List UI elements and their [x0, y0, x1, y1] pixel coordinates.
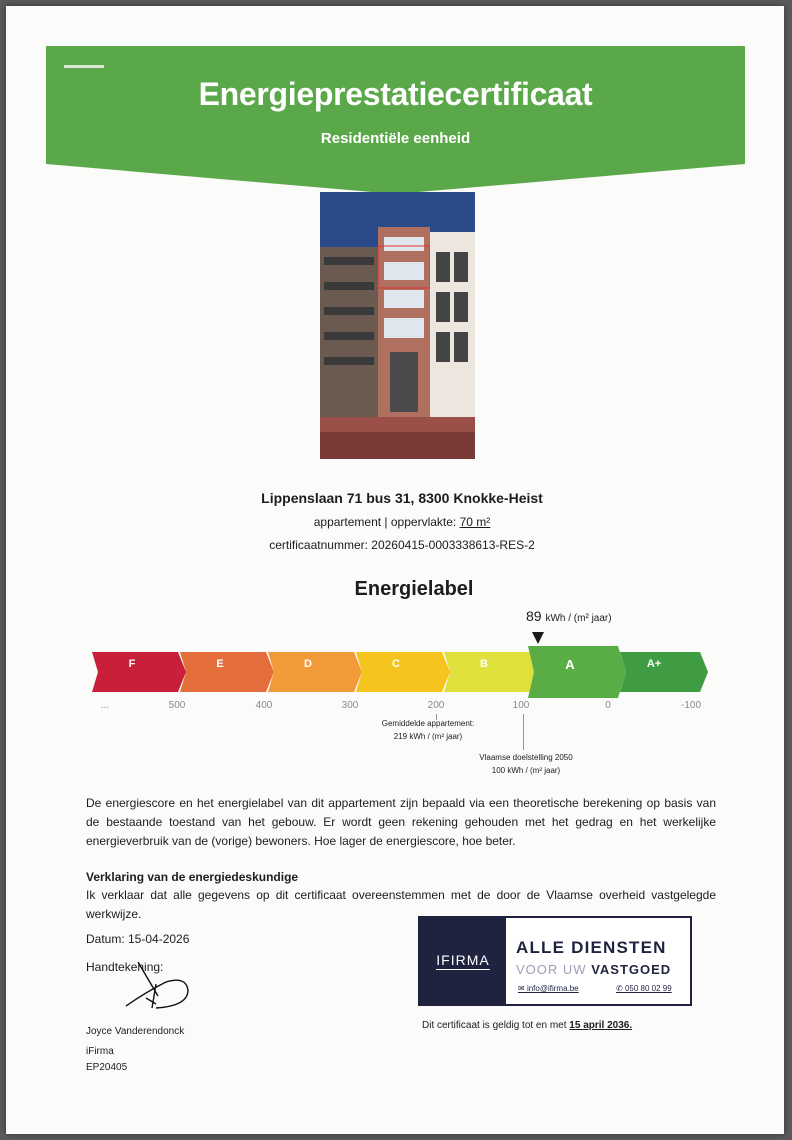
- signature-image: [116, 962, 206, 1022]
- class-label-a: A: [565, 657, 575, 672]
- phone-contact: [616, 984, 672, 993]
- tick-label: 100: [512, 700, 530, 711]
- banner-tab: [64, 65, 104, 68]
- target-tick: [523, 714, 524, 750]
- class-a-arrow: [528, 646, 626, 698]
- average-value: 219 kWh / (m² jaar): [393, 732, 463, 741]
- class-label-aplus: A+: [646, 658, 662, 670]
- ifirma-logo: [418, 916, 692, 1006]
- mail-icon: ✉: [518, 984, 525, 993]
- banner-shape: [46, 46, 745, 194]
- energy-score: [526, 608, 612, 624]
- tick-label: 0: [605, 700, 611, 711]
- brand-name: IFIRMA: [436, 952, 490, 968]
- tick-label: 500: [168, 700, 186, 711]
- description-paragraph: De energiescore en het energielabel van dit appartement zijn bepaald via een theoretische berekening op basis van de bestaande toestand van het gebouw. Er wordt geen rekening gehouden met het gedrag en het werkelijke energieverbruik van de (vorige) bewoners. Hoe lager de energiescore, hoe beter.: [86, 796, 716, 848]
- validity-statement: [422, 1020, 632, 1031]
- tick-label: 300: [341, 700, 359, 711]
- property-area: 70 m²: [459, 515, 491, 529]
- class-label-d: D: [304, 658, 312, 670]
- expert-code: EP20405: [86, 1062, 128, 1073]
- declaration-text: Ik verklaar dat alle gegevens op dit certificaat overeenstemmen met de door de Vlaamse overheid vastgelegde werkwijze.: [86, 888, 716, 921]
- slogan-light: VOOR UW: [516, 962, 587, 977]
- property-address: Lippenslaan 71 bus 31, 8300 Knokke-Heist: [261, 490, 543, 506]
- target-label: Vlaamse doelstelling 2050: [479, 753, 573, 762]
- signature-label: Handtekening:: [86, 960, 164, 974]
- brand-block: [420, 918, 506, 1004]
- energy-score-value: 89: [526, 608, 542, 624]
- certificate-number: certificaatnummer: 20260415-0003338613-RES-2: [269, 538, 535, 552]
- tick-label: 400: [255, 700, 273, 711]
- slogan-line2: [516, 962, 671, 977]
- average-note: [348, 719, 508, 741]
- score-marker-icon: [532, 632, 544, 644]
- property-type-area: [6, 515, 792, 529]
- energy-scale: [92, 646, 712, 698]
- email-contact: [518, 984, 579, 993]
- class-label-e: E: [216, 658, 224, 670]
- class-label-f: F: [128, 658, 136, 670]
- energy-score-unit: kWh / (m² jaar): [545, 613, 612, 624]
- page-title: Energieprestatiecertificaat: [198, 76, 593, 112]
- tick-label: 200: [427, 700, 445, 711]
- date-field: Datum: 15-04-2026: [86, 932, 190, 946]
- header-banner: [46, 46, 745, 194]
- validity-text: Dit certificaat is geldig tot en met: [422, 1020, 567, 1031]
- validity-date: 15 april 2036.: [569, 1020, 633, 1031]
- tick-label: ...: [100, 700, 110, 711]
- property-type: appartement | oppervlakte:: [313, 515, 460, 529]
- building-photo: [320, 192, 475, 459]
- class-label-c: C: [392, 658, 400, 670]
- email-text: info@ifirma.be: [526, 984, 579, 993]
- slogan-bold: VASTGOED: [591, 962, 672, 977]
- class-label-b: B: [480, 658, 488, 670]
- expert-company: iFirma: [86, 1046, 114, 1057]
- tick-label: -100: [680, 700, 701, 711]
- page-subtitle: Residentiële eenheid: [320, 130, 471, 147]
- declaration-heading: Verklaring van de energiedeskundige: [86, 870, 299, 884]
- certificate-page: [6, 6, 784, 1134]
- energy-label-heading: Energielabel: [354, 578, 474, 600]
- expert-name: Joyce Vanderendonck: [86, 1026, 185, 1037]
- phone-icon: ✆: [616, 984, 623, 993]
- phone-text: 050 80 02 99: [624, 984, 672, 993]
- target-note: [446, 753, 606, 775]
- average-label: Gemiddelde appartement:: [381, 719, 475, 728]
- target-value: 100 kWh / (m² jaar): [491, 766, 561, 775]
- slogan-line1: ALLE DIENSTEN: [516, 938, 667, 957]
